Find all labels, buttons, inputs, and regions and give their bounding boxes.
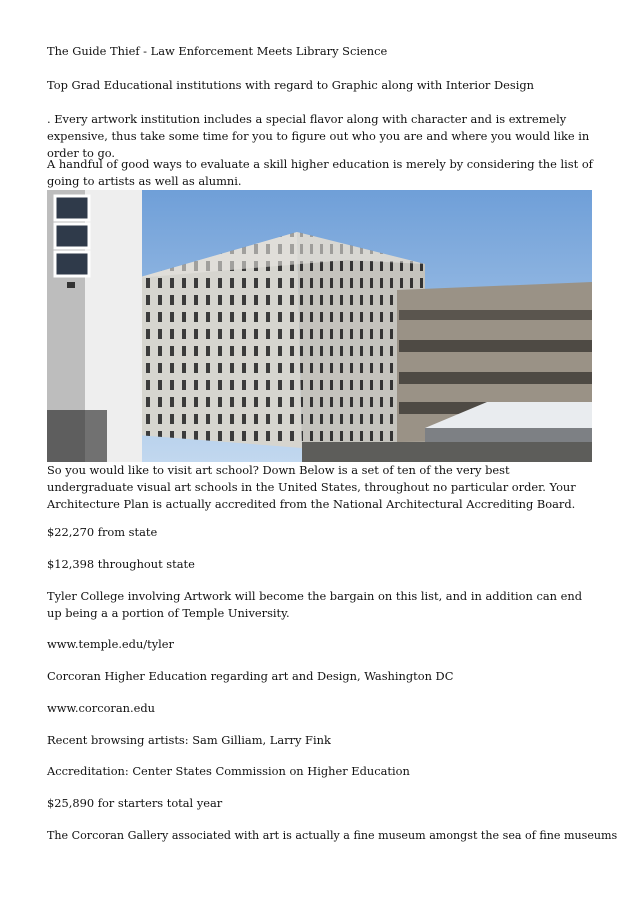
paragraph: . Every artwork institution includes a special flavor along with character and is extremely expensive, thus take some time for you to figure out who you are and where you would like in order to go. xyxy=(47,112,590,160)
paragraph: www.temple.edu/tyler xyxy=(47,637,174,651)
paragraph: A handful of good ways to evaluate a skill higher education is merely by considering the list of going to artists as well as alumni. xyxy=(47,157,593,188)
paragraph: Recent browsing artists: Sam Gilliam, Larry Fink xyxy=(47,733,331,747)
paragraph: Corcoran Higher Education regarding art and Design, Washington DC xyxy=(47,669,454,683)
paragraph: Top Grad Educational institutions with regard to Graphic along with Interior Design xyxy=(47,78,534,92)
paragraph: Tyler College involving Artwork will become the bargain on this list, and in addition can end up being a a portion of Temple University. xyxy=(47,589,582,620)
paragraph: $25,890 for starters total year xyxy=(47,796,223,810)
paragraph: So you would like to visit art school? Down Below is a set of ten of the very best undergraduate visual art schools in the United States, throughout no particular order. Your Architecture Plan is actually accredited from the National Architectural Accrediting Board. xyxy=(47,463,576,511)
document-title: The Guide Thief - Law Enforcement Meets Library Science xyxy=(47,44,388,58)
paragraph: www.corcoran.edu xyxy=(47,701,155,715)
building-photo xyxy=(47,190,592,462)
paragraph: $12,398 throughout state xyxy=(47,557,195,571)
paragraph: The Corcoran Gallery associated with art is actually a fine museum amongst the sea of fine museums xyxy=(47,829,618,842)
paragraph: $22,270 from state xyxy=(47,525,158,539)
paragraph: Accreditation: Center States Commission on Higher Education xyxy=(47,764,410,778)
